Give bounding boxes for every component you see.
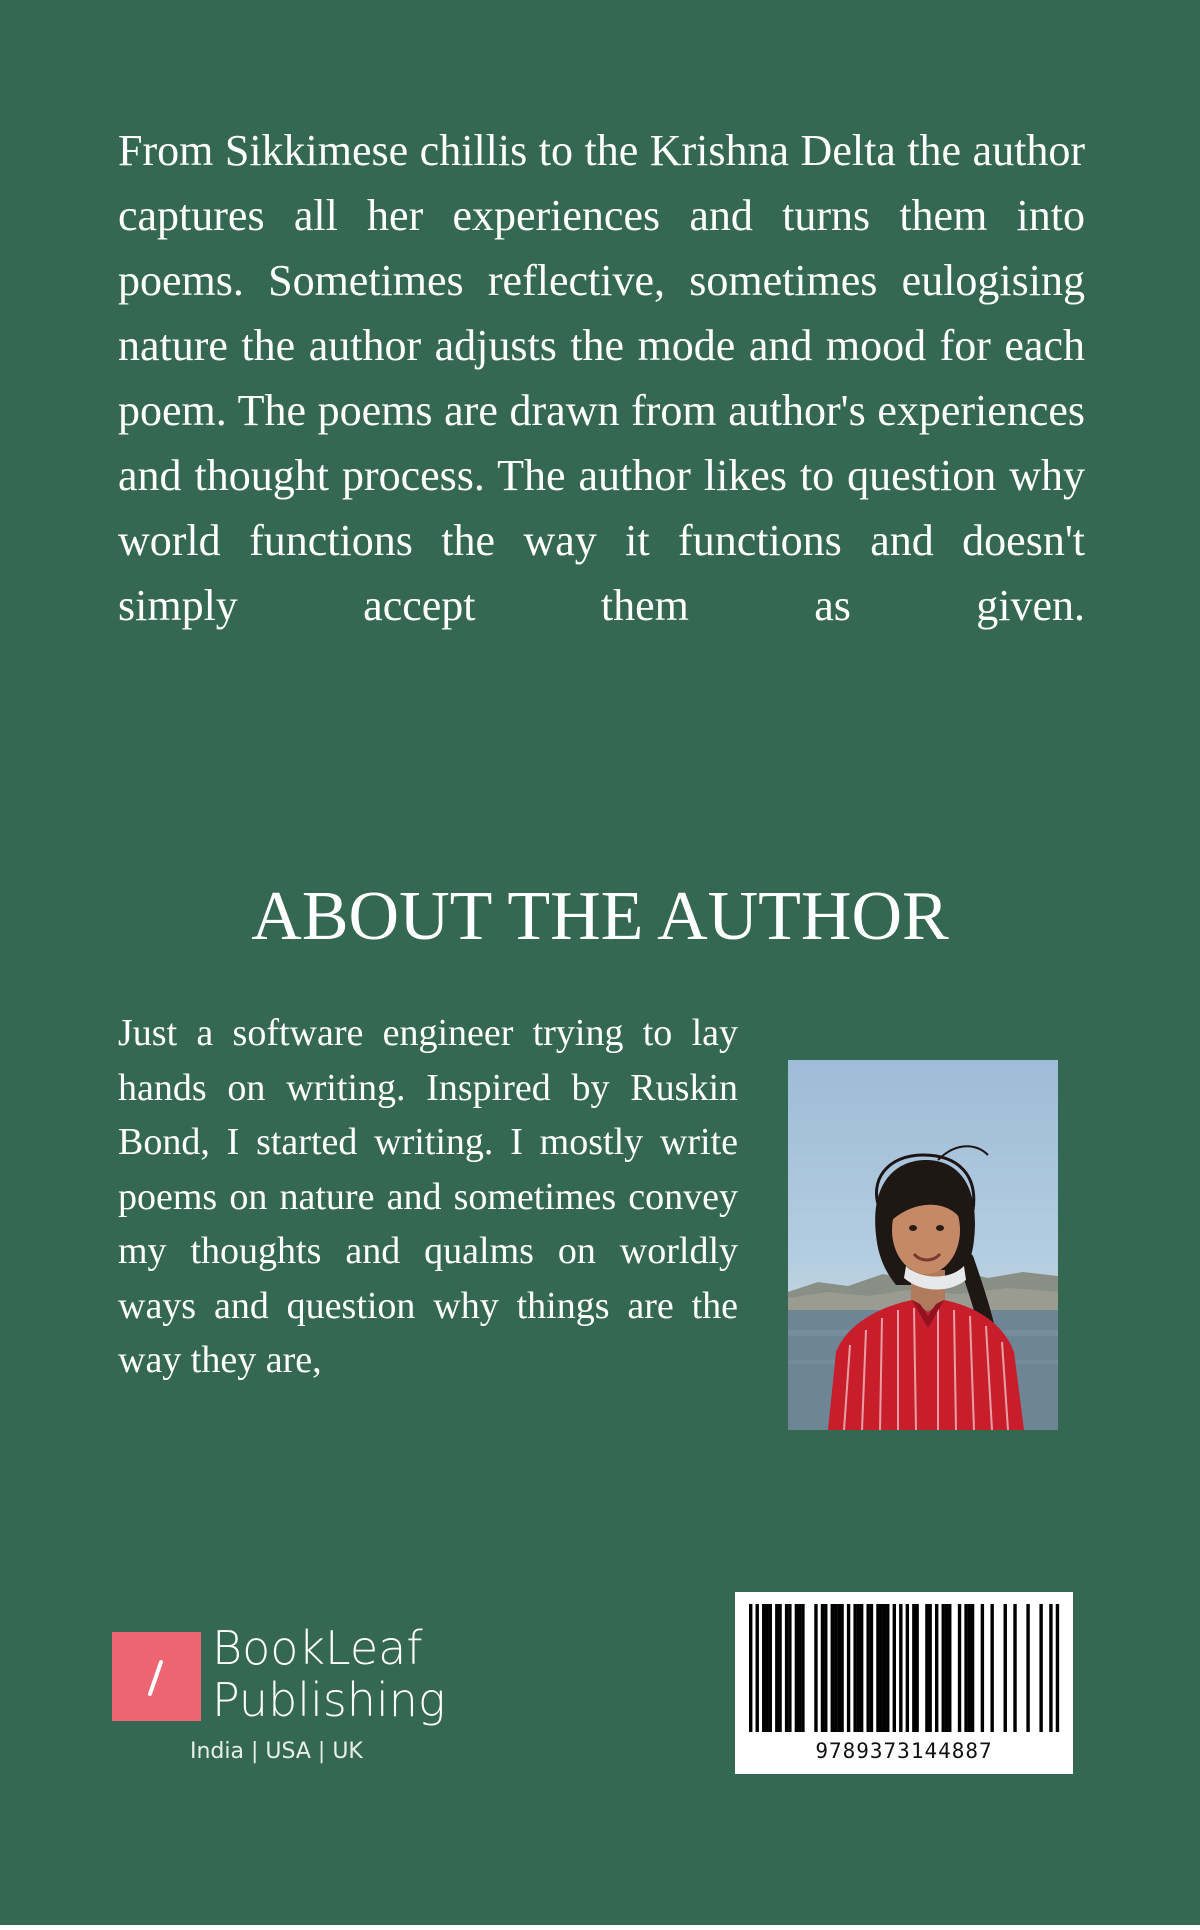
- book-blurb: From Sikkimese chillis to the Krishna Delta the author captures all her experiences and turns them into poems. Sometimes reflective, sometimes eulogising nature the author adjusts the mode and mood for each poem. The poems are drawn from author's experiences and thought process. The author likes to question why world functions the way it functions and doesn't simply accept them as given.: [118, 126, 1085, 630]
- barcode-bar: [935, 1604, 938, 1732]
- barcode-bar: [814, 1604, 817, 1732]
- barcode-bar: [775, 1604, 778, 1732]
- barcode-bar: [1026, 1604, 1029, 1732]
- barcode-bar: [906, 1604, 909, 1732]
- barcode-bar: [971, 1604, 974, 1732]
- author-photo: [788, 1060, 1058, 1430]
- barcode-bar: [866, 1604, 869, 1732]
- isbn-number: 9789373144887: [815, 1739, 993, 1763]
- publisher-logo-icon: [112, 1632, 201, 1721]
- barcode-bar: [847, 1604, 850, 1732]
- barcode-bar: [778, 1604, 781, 1732]
- barcode-bar: [942, 1604, 945, 1732]
- barcode-bar: [968, 1604, 971, 1732]
- barcode-bar: [837, 1604, 840, 1732]
- barcode-bar: [870, 1604, 873, 1732]
- barcode-bar: [1004, 1604, 1007, 1732]
- barcode-bar: [785, 1604, 788, 1732]
- barcode-bar: [857, 1604, 860, 1732]
- barcode-bar: [899, 1604, 902, 1732]
- barcode-bar: [824, 1604, 827, 1732]
- barcode-bar: [893, 1604, 896, 1732]
- barcode-bar: [912, 1604, 915, 1732]
- barcode-bar: [860, 1604, 863, 1732]
- barcode-bar: [876, 1604, 879, 1732]
- barcode-bar: [1039, 1604, 1042, 1732]
- barcode-bar: [798, 1604, 801, 1732]
- barcode-bar: [925, 1604, 928, 1732]
- barcode-bar: [981, 1604, 984, 1732]
- barcode-bar: [964, 1604, 967, 1732]
- barcode-bar: [788, 1604, 791, 1732]
- barcode-bar: [915, 1604, 918, 1732]
- publisher-name-line2: Publishing: [212, 1673, 446, 1727]
- barcode-bar: [769, 1604, 772, 1732]
- barcode-bar: [880, 1604, 883, 1732]
- barcode-bar: [756, 1604, 759, 1732]
- barcode-bar: [831, 1604, 834, 1732]
- barcode-bar: [853, 1604, 856, 1732]
- barcode-bar: [834, 1604, 837, 1732]
- about-author-heading: ABOUT THE AUTHOR: [251, 878, 949, 955]
- barcode-bar: [1049, 1604, 1052, 1732]
- barcode-bar: [886, 1604, 889, 1732]
- barcode-bar: [762, 1604, 765, 1732]
- barcode-bar: [945, 1604, 948, 1732]
- isbn-barcode: [735, 1592, 1073, 1774]
- barcode-bar: [1056, 1604, 1059, 1732]
- barcode-bar: [958, 1604, 961, 1732]
- barcode-bar: [990, 1604, 993, 1732]
- barcode-bar: [765, 1604, 768, 1732]
- barcode-bar: [749, 1604, 752, 1732]
- barcode-bar: [821, 1604, 824, 1732]
- barcode-bar: [1013, 1604, 1016, 1732]
- publisher-name: [212, 1622, 446, 1726]
- barcode-bar: [928, 1604, 931, 1732]
- barcode-bar: [795, 1604, 798, 1732]
- barcode-bar: [801, 1604, 804, 1732]
- barcode-bar: [948, 1604, 951, 1732]
- publisher-name-line1: BookLeaf: [212, 1621, 423, 1675]
- publisher-regions: India | USA | UK: [190, 1739, 363, 1764]
- barcode-bar: [840, 1604, 843, 1732]
- author-bio: Just a software engineer trying to lay hands on writing. Inspired by Ruskin Bond, I started writing. I mostly write poems on nature and sometimes convey my thoughts and qualms on worldly ways and question why things are the way they are,: [118, 1012, 738, 1381]
- barcode-bar: [883, 1604, 886, 1732]
